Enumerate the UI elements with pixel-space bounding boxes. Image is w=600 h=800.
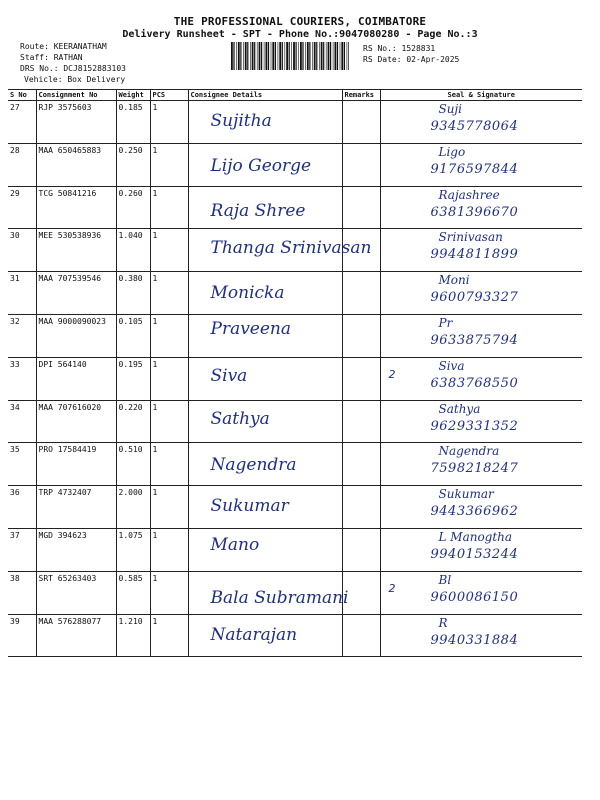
barcode-bar [298,42,299,70]
signature-mark: 2 [388,581,396,595]
barcode-bar [305,42,306,70]
barcode-bar [326,42,327,70]
signature-name: R [438,615,448,630]
row-sno: 27 [8,101,36,144]
row-consignee-cell [188,443,342,486]
consignee-handwriting: Thanga Srinivasan [210,238,372,259]
row-sno: 30 [8,229,36,272]
row-consignment-no: MAA 650465883 [36,143,116,186]
row-sno: 35 [8,443,36,486]
barcode-bar [279,42,281,70]
row-sno: 33 [8,357,36,400]
drs-line: DRS No.: DCJ8152883103 [20,64,126,73]
col-consignment: Consignment No [36,90,116,101]
signature-phone: 6381396670 [430,204,519,220]
row-consignee-cell [188,357,342,400]
consignee-handwriting: Sukumar [210,496,289,517]
barcode-bar [309,42,310,70]
barcode [231,42,349,70]
row-signature-cell [380,614,582,657]
staff-line: Staff: RATHAN [20,53,83,62]
row-signature-cell [380,143,582,186]
row-consignment-no: TCG 50841216 [36,186,116,229]
col-consignee: Consignee Details [188,90,342,101]
row-signature-cell [380,528,582,571]
row-sno: 31 [8,272,36,315]
barcode-bar [330,42,331,70]
barcode-bar [268,42,269,70]
row-remarks-cell [342,357,380,400]
row-pcs: 1 [150,101,188,144]
company-title: THE PROFESSIONAL COURIERS, COIMBATORE [173,15,427,28]
row-weight: 1.075 [116,528,150,571]
barcode-bar [302,42,303,70]
row-consignment-no: MAA 707616020 [36,400,116,443]
barcode-bar [238,42,240,70]
barcode-bar [261,42,262,70]
col-sno: S No [8,90,36,101]
rs-block [363,43,459,65]
consignee-handwriting: Raja Shree [210,200,306,221]
row-weight: 0.105 [116,314,150,357]
barcode-bar [321,42,323,70]
runsheet-table [8,89,582,657]
barcode-bar [231,42,233,70]
barcode-bar [293,42,295,70]
row-pcs: 1 [150,314,188,357]
row-weight: 1.210 [116,614,150,657]
barcode-bar [254,42,255,70]
row-pcs: 1 [150,143,188,186]
signature-phone: 7598218247 [430,461,519,477]
signature-phone: 9176597844 [430,161,519,177]
barcode-bar [264,42,265,70]
row-consignee-cell [188,314,342,357]
row-weight: 0.195 [116,357,150,400]
runsheet-subtitle: Delivery Runsheet - SPT - Phone No.:9047080280 - Page No.:3 [122,29,478,40]
row-consignee-cell [188,571,349,614]
row-weight: 2.000 [116,486,150,529]
table-row [8,101,582,144]
signature-phone: 9600086150 [430,589,519,605]
row-remarks-cell [342,528,380,571]
row-weight: 0.250 [116,143,150,186]
row-signature-cell [380,272,582,315]
table-row [8,229,582,272]
row-weight: 0.380 [116,272,150,315]
barcode-bar [340,42,341,70]
barcode-bar [266,42,268,70]
signature-name: Siva [438,358,465,373]
row-signature-cell [380,443,582,486]
row-weight: 1.040 [116,229,150,272]
row-consignee-cell [188,143,342,186]
table-row [8,486,582,529]
signature-phone: 9345778064 [430,119,519,134]
signature-phone: 9940331884 [430,632,519,648]
row-sno: 36 [8,486,36,529]
row-remarks-cell [342,314,380,357]
row-weight: 0.185 [116,101,150,144]
col-pcs: PCS [150,90,188,101]
barcode-bar [307,42,309,70]
row-consignment-no: PRO 17584419 [36,443,116,486]
rs-number: RS No.: 1528831 [363,44,436,53]
row-weight: 0.220 [116,400,150,443]
barcode-bar [286,42,288,70]
row-consignment-no: SRT 65263403 [36,571,116,614]
signature-name: Rajashree [438,187,500,202]
row-remarks-cell [342,571,380,614]
signature-name: Moni [438,273,470,288]
signature-name: Sathya [438,401,481,416]
row-consignee-cell [188,400,342,443]
row-consignee-cell [188,528,342,571]
col-weight: Weight [116,90,150,101]
signature-phone: 9629331352 [430,418,519,434]
route-line: Route: KEERANATHAM [20,42,107,51]
row-signature-cell [380,486,582,529]
row-consignee-cell [188,101,342,144]
row-sno: 34 [8,400,36,443]
row-consignment-no: MEE 530538936 [36,229,116,272]
col-seal: Seal & Signature [380,90,582,101]
row-pcs: 1 [150,614,188,657]
barcode-bar [341,42,343,70]
route-staff-block [20,41,126,85]
signature-phone: 9940153244 [430,546,519,562]
vehicle-line: Vehicle: Box Delivery [24,75,126,84]
row-consignee-cell [188,229,372,272]
row-remarks-cell [342,486,380,529]
rs-date: RS Date: 02-Apr-2025 [363,55,460,64]
row-sno: 39 [8,614,36,657]
row-sno: 32 [8,314,36,357]
barcode-bar [282,42,283,70]
consignee-handwriting: Sathya [210,408,270,429]
barcode-bar [328,42,330,70]
row-consignee-cell [188,186,342,229]
barcode-bar [312,42,313,70]
row-pcs: 1 [150,528,188,571]
table-row [8,314,582,357]
table-row [8,443,582,486]
signature-phone: 6383768550 [430,375,519,391]
barcode-bar [271,42,272,70]
row-weight: 0.585 [116,571,150,614]
row-signature-cell [380,400,582,443]
barcode-bar [245,42,247,70]
row-remarks-cell [342,186,380,229]
barcode-bar [289,42,290,70]
table-row [8,528,582,571]
row-remarks-cell [342,101,380,144]
barcode-bar [291,42,292,70]
row-remarks-cell [342,614,380,657]
barcode-bar [333,42,334,70]
row-consignee-cell [188,272,342,315]
table-row [8,143,582,186]
table-header-row [8,90,582,101]
signature-name: Pr [438,315,453,330]
barcode-bar [316,42,317,70]
row-consignment-no: MGD 394623 [36,528,116,571]
table-row [8,272,582,315]
row-sno: 37 [8,528,36,571]
signature-name: Srinivasan [438,230,503,245]
row-sno: 29 [8,186,36,229]
barcode-bar [285,42,286,70]
row-remarks-cell [342,229,380,272]
table-row [8,571,582,614]
table-row [8,186,582,229]
signature-phone: 9944811899 [430,247,519,263]
row-consignee-cell [188,486,342,529]
barcode-bar [272,42,274,70]
row-consignment-no: MAA 9000090023 [36,314,116,357]
row-weight: 0.260 [116,186,150,229]
consignee-handwriting: Mano [210,534,260,555]
col-remarks: Remarks [342,90,380,101]
barcode-bar [314,42,316,70]
barcode-bar [323,42,324,70]
signature-name: Bl [438,572,452,587]
row-remarks-cell [342,400,380,443]
barcode-bar [233,42,234,70]
barcode-bar [250,42,251,70]
row-signature-cell [380,229,582,272]
row-remarks-cell [342,443,380,486]
row-pcs: 1 [150,272,188,315]
consignee-handwriting: Siva [210,365,248,386]
row-signature-cell [380,314,582,357]
barcode-bar [296,42,297,70]
row-remarks-cell [342,143,380,186]
row-sno: 28 [8,143,36,186]
consignee-handwriting: Monicka [210,283,285,304]
barcode-bar [236,42,237,70]
row-pcs: 1 [150,443,188,486]
row-sno: 38 [8,571,36,614]
row-pcs: 1 [150,229,188,272]
barcode-bar [243,42,244,70]
consignee-handwriting: Nagendra [210,455,297,476]
row-remarks-cell [342,272,380,315]
row-signature-cell [380,357,582,400]
barcode-bar [275,42,276,70]
consignee-handwriting: Bala Subramani [210,587,349,608]
row-signature-cell [380,101,582,144]
consignee-handwriting: Praveena [210,318,292,339]
barcode-bar [252,42,254,70]
row-consignee-cell [188,614,342,657]
signature-phone: 9600793327 [430,290,519,306]
table-row [8,400,582,443]
row-consignment-no: DPI 564140 [36,357,116,400]
row-signature-cell [380,186,582,229]
row-pcs: 1 [150,357,188,400]
barcode-bar [344,42,345,70]
barcode-bar [278,42,279,70]
row-pcs: 1 [150,571,188,614]
signature-name: Sukumar [438,487,494,502]
row-consignment-no: RJP 3575603 [36,101,116,144]
consignee-handwriting: Sujitha [210,111,272,131]
signature-name: Ligo [438,144,466,159]
row-weight: 0.510 [116,443,150,486]
row-pcs: 1 [150,186,188,229]
row-consignment-no: TRP 4732407 [36,486,116,529]
barcode-bar [337,42,338,70]
barcode-bar [335,42,337,70]
consignee-handwriting: Natarajan [210,624,298,645]
barcode-bar [300,42,302,70]
barcode-bar [319,42,320,70]
table-row [8,357,582,400]
signature-phone: 9633875794 [430,332,519,348]
row-signature-cell [380,571,582,614]
barcode-bar [347,42,348,70]
barcode-bar [348,42,349,70]
barcode-bar [257,42,258,70]
row-pcs: 1 [150,400,188,443]
barcode-bar [247,42,248,70]
row-consignment-no: MAA 707539546 [36,272,116,315]
signature-mark: 2 [388,367,396,381]
signature-name: Nagendra [438,444,500,459]
row-pcs: 1 [150,486,188,529]
consignee-handwriting: Lijo George [210,155,312,176]
table-row [8,614,582,657]
signature-phone: 9443366962 [430,504,519,520]
barcode-bar [259,42,261,70]
signature-name: L Manogtha [438,529,513,544]
signature-name: Suji [438,102,463,116]
barcode-bar [240,42,241,70]
row-consignment-no: MAA 576288077 [36,614,116,657]
